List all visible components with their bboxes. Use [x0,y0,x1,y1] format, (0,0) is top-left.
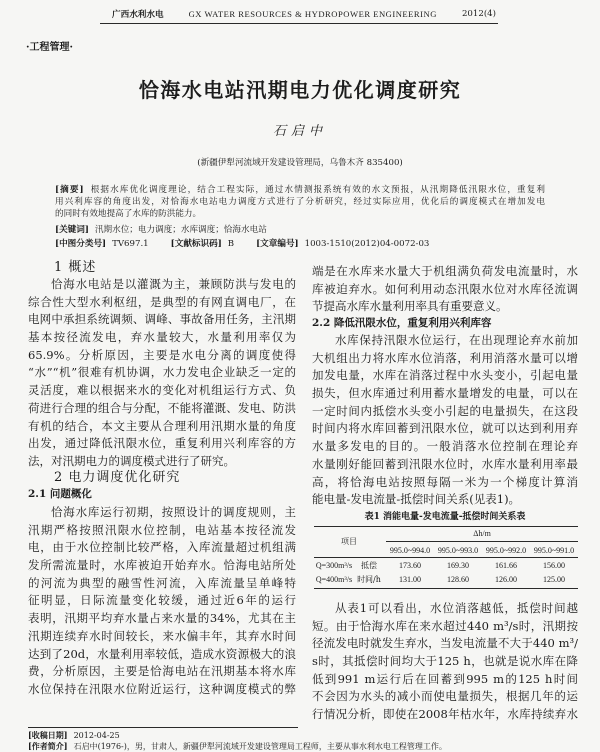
text-line: 出发，通过降低汛限水位，重复利用兴利库容的方 [28,436,296,451]
table-cell: 156.00 [543,561,565,570]
table-cell: 169.30 [447,561,469,570]
text-line: 电网中承担系统调频、调峰、事故备用任务，主汛期 [28,312,296,327]
journal-issue: 2012(4) [461,9,496,19]
table-row-flow: Q=300m³/s [315,561,353,570]
text-line: 库被迫弃水。如何利用动态汛限水位对水库径流调 [312,281,578,296]
keywords [55,224,545,236]
text-line: 综合性大型水利枢纽，是典型的有网直调电厂，在 [28,294,296,309]
received-label: [收稿日期] [28,730,68,740]
text-line: 水位保持在汛限水位附近运行，这种调度模式的弊 [28,681,296,696]
header-rule [100,23,498,24]
subsection-heading: 2.2 降低汛限水位，重复利用兴利库容 [312,317,492,329]
text-line: 水量多发电的目的。一般消落水位控制在理论弃 [312,439,578,454]
bio-label: [作者简介] [28,741,68,751]
text-line: 恰海水电站是以灌溉为主，兼顾防洪与发电的 [51,277,296,291]
text-line: 汛期严格按照汛限水位控制，电站基本按径流发 [28,522,296,537]
table-cell: 128.60 [447,575,469,584]
table-row-label: 抵偿 [361,561,377,570]
table-cell: 126.00 [495,575,517,584]
table-cell: 173.60 [399,561,421,570]
text-line: 从表1可以看出，水位消落越低，抵偿时间越 [335,601,578,615]
text-line: 费，分析原因，主要是恰海电站在汛期基本将水库 [28,664,296,679]
text-line: 表明，汛期平均弃水量占来水量的34%，尤其在主 [28,611,296,626]
section-1-paragraph [28,276,296,471]
table-cell: 131.00 [399,575,421,584]
text-line: 高，将恰海电站按照每隔一米为一个梯度计算消 [312,474,578,489]
table-header-item: 项目 [341,537,357,546]
footnote-rule [28,727,298,728]
text-line: “水”“机”很难有机协调，水力发电企业缺乏一定的 [28,365,296,380]
text-line: 发所需流量时，水库被迫开始弃水。恰海电站所处 [28,558,296,573]
table-header-subrule [386,541,578,542]
section-heading: 2 电力调度优化研究 [54,470,181,485]
table-row-flow: Q=400m³/s [315,575,353,584]
abstract-text: 根据水库优化调度理论，结合工程实际，通过水情测报系统有效的水文预报，从汛期降低汛限水位，重复利 [89,185,545,195]
text-line: 灵活度，难以根据来水的变化对机组运行方式、负 [28,383,296,398]
text-line: 节提高水库水量利用率具有重要意义。 [312,299,508,314]
text-line: s时，其抵偿时间均大于125 h，也就是说水库在降 [312,654,578,669]
article-number-label: [文章编号] [256,239,299,249]
text-line: 65.9%。分析原因，主要是水电分离的调度使得 [28,347,296,362]
table-column-header: 995.0~994.0 [389,546,431,555]
abstract-line [55,184,545,196]
clc-label: [中图分类号] [55,239,107,249]
table-cell: 161.66 [495,561,517,570]
text-line: 不会因为水头的减小而使电量损失，根据几年的运 [312,689,578,704]
text-line: 有机的结合，本文主要从合理利用汛期水量的角度 [28,418,296,433]
classification [55,238,545,250]
journal-name-en: GX WATER RESOURCES & HYDROPOWER ENGINEERING [188,9,437,19]
text-line: 径流发电时就发生弃水，当发电流量不大于440 m³/ [312,636,578,651]
table-caption: 表1 消能电量-发电流量-抵偿时间关系表 [364,512,526,522]
author-affiliation: (新疆伊犁河流域开发建设管理局，乌鲁木齐 835400) [197,158,403,168]
text-line: 时间内将水库回蓄到汛限水位，就可以达到利用弃 [312,421,578,436]
article-number-value: 1003-1510(2012)04-0072-03 [304,239,430,249]
bio-text: 石启中(1976-)，男，甘肃人，新疆伊犁河流域开发建设管理局工程师，主要从事水利水电工程管理工作。 [73,742,447,751]
table-row-label: 时间/h [357,575,381,584]
journal-name-cn: 广西水利水电 [112,10,164,20]
text-line: 低到991 m运行后在回蓄到995 m的125 h时间 [312,671,578,686]
section-2-2-paragraph [312,332,578,509]
text-line: 征明显，日际流量变化较缓，通过近6年的运行 [28,593,296,608]
abstract-line: 用兴利库容的角度出发，对恰海水电站电力调度方式进行了分析研究，经过实际应用，优化后的调度模式在增加发电 [55,197,545,207]
table-header-dh: Δh/m [473,529,491,538]
table-column-header: 995.0~991.0 [533,546,575,555]
doc-code-value: B [227,239,235,249]
clc-value: TV697.1 [112,239,149,249]
text-line: 荷进行合理的组合与分配，不能将灌溉、发电、防洪 [28,400,296,415]
keywords-text: 汛期水位；电力调度；水库调度；恰海水电站 [94,225,267,235]
section-2-1-continuation [312,263,578,316]
text-line: 法，对汛期电力的调度模式进行了研究。 [28,453,235,468]
author-bio [28,741,578,751]
section-tag: ·工程管理· [26,42,73,53]
section-heading: 1 概述 [54,260,97,275]
text-line: 汛期连续弃水时间较长，来水偏丰年，其弃水时间 [28,628,296,643]
text-line: 的河流为典型的融雪性河流，入库流量呈单峰特 [28,575,296,590]
abstract [55,184,545,220]
text-line: 能电量-发电流量-抵偿时间关系(见表1)。 [312,492,521,507]
article-title: 恰海水电站汛期电力优化调度研究 [138,78,462,102]
received-value: 2012-04-25 [73,731,120,740]
table-cell: 125.00 [543,575,565,584]
text-line: 水量刚好能回蓄到汛限水位时，水库水量利用率最 [312,456,578,471]
abstract-label: [摘要] [55,185,84,195]
table-bottom-rule [314,588,578,589]
table-column-header: 995.0~992.0 [485,546,527,555]
text-line: 电，由于水位控制比较严格，入库流量超过机组满 [28,540,296,555]
table-top-rule [314,526,578,527]
text-line: 恰海水库运行初期，按照设计的调度规则，主 [51,505,296,519]
received-date [28,730,578,740]
text-line: 行情况分析，即使在2008年枯水年，水库持续弃水 [312,707,578,722]
article-author: 石启中 [272,124,327,139]
text-line: 损失，但水库通过利用蓄水量增发的电量，可以在 [312,386,578,401]
section-2-1-paragraph [28,504,296,699]
text-line: 端是在水库来水量大于机组满负荷发电流量时，水 [312,264,578,278]
text-line: 短。由于恰海水库在来水超过440 m³/s时，汛期按 [312,618,578,633]
text-line: 水库保持汛限水位运行，在出现理论弃水前加 [335,333,578,347]
table-header-rule [314,557,578,558]
text-line: 一定时间内抵偿水头变小引起的电量损失，在这段 [312,403,578,418]
text-line: 达到了20d，水量利用率较低，造成水资源极大的浪 [28,646,296,661]
post-table-paragraph [312,600,578,724]
subsection-heading: 2.1 问题概化 [28,488,92,500]
abstract-line: 的同时有效地提高了水库的防洪能力。 [55,209,202,219]
text-line: 大机组出力将水库水位消落，利用消落水量可以增 [312,350,578,365]
text-line: 加发电量，水库在消落过程中水头变小，引起电量 [312,368,578,383]
running-header [112,7,496,21]
table-column-header: 995.0~993.0 [437,546,479,555]
keywords-label: [关键词] [55,225,89,235]
doc-code-label: [文献标识码] [170,239,222,249]
text-line: 基本按径流发电，弃水量较大，水量利用率仅为 [28,330,296,345]
